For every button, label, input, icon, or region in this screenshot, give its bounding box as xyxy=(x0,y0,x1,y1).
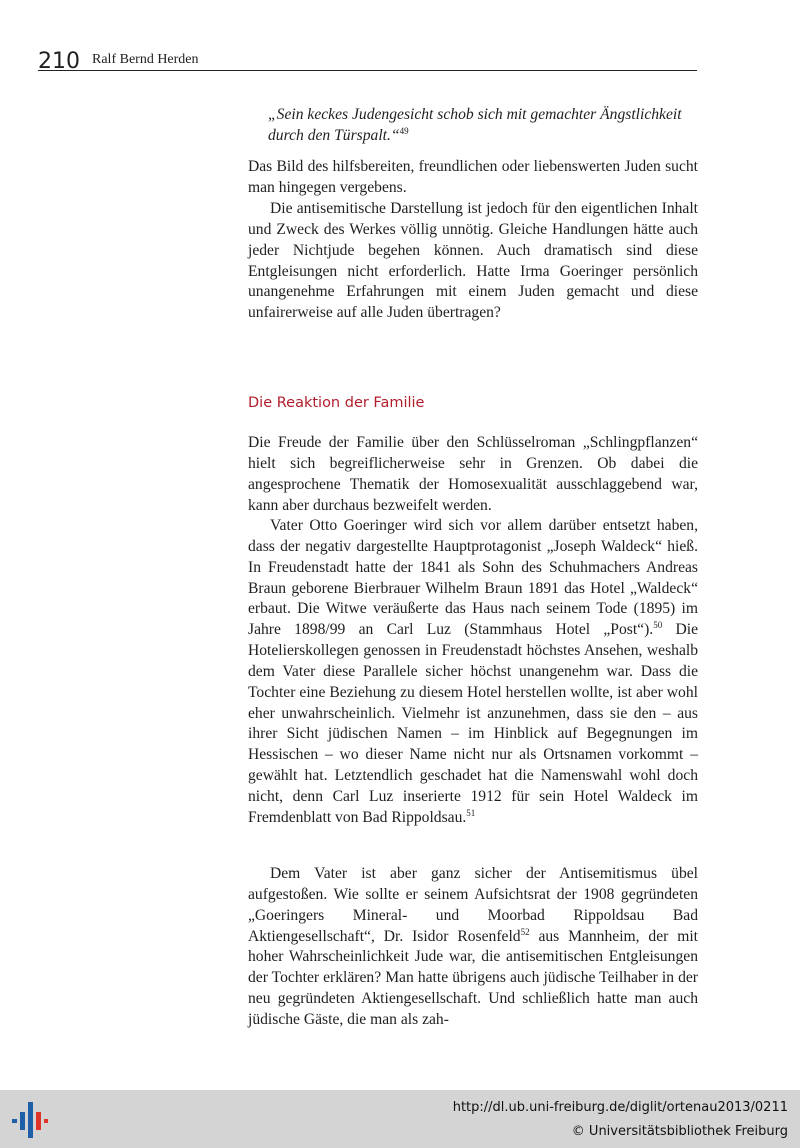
body-paragraph-1: Das Bild des hilfsbereiten, freundlichen oder liebenswerten Juden sucht man hingegen vergebens. xyxy=(248,158,698,196)
header-rule xyxy=(38,70,697,71)
quote-text: „Sein keckes Judengesicht schob sich mit gemachter Ängstlichkeit durch den Türspalt.“ xyxy=(268,106,682,144)
footnote-ref-49: 49 xyxy=(399,125,409,136)
section-paragraph-3 xyxy=(248,864,698,1031)
footer-copyright: © Universitätsbibliothek Freiburg xyxy=(571,1124,788,1139)
section-paragraph-2 xyxy=(248,516,698,829)
ub-freiburg-logo-icon xyxy=(10,1100,50,1140)
running-header-author: Ralf Bernd Herden xyxy=(92,52,199,67)
body-paragraph-2: Die antisemitische Darstellung ist jedoch für den eigentlichen Inhalt und Zweck des Werkes völlig unnötig. Gleiche Handlungen hätte auch jeder Nichtjude begehen können. Auch dramatisch sind diese Entgleisungen nicht erforderlich. Hatte Irma Goeringer persönlich unangenehme Erfahrungen mit einem Juden gemacht und diese unfairerweise auf alle Juden übertragen? xyxy=(248,200,698,322)
section-paragraph-3-part-a: Dem Vater ist aber ganz sicher der Antisemitismus übel aufgestoßen. Wie sollte er seinem Aufsichtsrat der 1908 gegründeten „Goeringers Mineral- und Moorbad Rippoldsau Bad Aktiengesellschaft“, Dr. Isidor Rosenfeld xyxy=(248,865,698,945)
footnote-ref-51: 51 xyxy=(466,807,476,818)
section-paragraph-1: Die Freude der Familie über den Schlüsselroman „Schlingpflanzen“ hielt sich begreiflicherweise sehr in Grenzen. Ob dabei die angesprochene Thematik der Homosexualität ausschlaggebend war, kann aber durchaus bezweifelt werden. xyxy=(248,434,698,514)
block-quote xyxy=(268,104,698,146)
footer-url-link[interactable]: http://dl.ub.uni-freiburg.de/diglit/ortenau2013/0211 xyxy=(452,1100,788,1115)
section-heading: Die Reaktion der Familie xyxy=(248,395,425,411)
page-number: 210 xyxy=(38,49,80,74)
footer-bar xyxy=(0,1090,800,1148)
footnote-ref-52: 52 xyxy=(520,926,530,937)
section-paragraph-2-part-a: Vater Otto Goeringer wird sich vor allem darüber entsetzt haben, dass der negativ dargestellte Hauptprotagonist „Joseph Waldeck“ hieß. In Freudenstadt hatte der 1841 als Sohn des Schuhmachers Andreas Braun geborene Bierbrauer Wilhelm Braun 1891 das Hotel „Waldeck“ erbaut. Die Witwe veräußerte das Haus nach seinem Tode (1895) im Jahre 1898/99 an Carl Luz (Stammhaus Hotel „Post“). xyxy=(248,517,698,639)
section-paragraph-3-part-b: aus Mannheim, der mit hoher Wahrscheinlichkeit Jude war, die antisemitischen Entgleisungen der Tochter erklären? Man hatte übrigens auch jüdische Teilhaber in der neu gegründeten Aktiengesellschaft. Und schließlich hatte man auch jüdische Gäste, die man als zah- xyxy=(248,927,698,1028)
section-paragraph-2-part-b: Die Hotelierskollegen genossen in Freudenstadt höchstes Ansehen, weshalb dem Vater diese Parallele sicher höchst unangenehm war. Dass die Tochter eine Beziehung zu diesem Hotel herstellen wollte, ist aber wohl eher unwahrscheinlich. Vielmehr ist anzunehmen, dass sie den – aus ihrer Sicht jüdischen Namen – im Hinblick auf Begegnungen im Hessischen – wo dieser Name nicht nur als Ortsnamen vorkommt – gewählt hat. Letztendlich geschadet hat die Namenswahl wohl doch nicht, denn Carl Luz inserierte 1912 für sein Hotel Waldeck im Fremdenblatt von Bad Rippoldsau. xyxy=(248,621,698,826)
footnote-ref-50: 50 xyxy=(653,620,663,631)
